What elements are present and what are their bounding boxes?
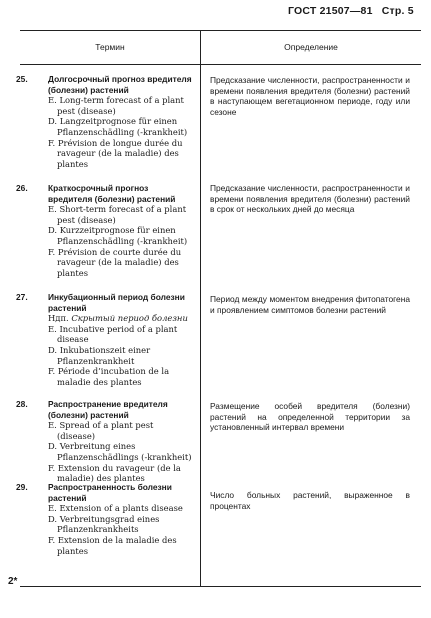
column-header-definition: Определение [284, 42, 338, 52]
term-number: 25. [16, 74, 28, 84]
table-header-border [20, 64, 421, 65]
term-french: F. Période d’incubation de la maladie des plantes [48, 366, 170, 387]
term-title [16, 183, 192, 204]
table-top-border [20, 30, 421, 31]
term-definition: Предсказание численности, распространенности и времени появления вредителя (болезни) растений в наступающем вегетационном периоде, году или сезоне [210, 75, 410, 117]
term-english: E. Spread of a plant pest (disease) [48, 420, 154, 441]
term-definition: Период между моментом внедрения фитопатогена и проявлением симптомов болезни растений [210, 294, 410, 315]
term-entry [16, 183, 192, 278]
term-russian: Распространение вредителя (болезни) растений [48, 399, 168, 420]
term-number: 29. [16, 482, 28, 492]
page-header [288, 5, 414, 17]
page-footer-mark: 2* [8, 576, 18, 587]
term-number: 28. [16, 399, 28, 409]
term-french: F. Extension du ravageur (de la maladie) des plantes [48, 462, 181, 484]
page-number: Стр. 5 [381, 5, 414, 17]
term-french: F. Prévision de longue durée du ravageur (de la maladie) des plantes [48, 137, 183, 169]
term-english: E. Extension of a plants disease [48, 503, 183, 514]
term-title [16, 399, 192, 420]
term-number: 27. [16, 292, 28, 302]
term-number: 26. [16, 183, 28, 193]
term-french: F. Extension de la maladie des plantes [48, 534, 177, 556]
deprecated-term: Скрытый период болезни [71, 313, 188, 324]
term-title [16, 482, 192, 503]
term-entry [16, 482, 192, 556]
term-title [16, 292, 192, 313]
column-header-term: Термин [95, 42, 125, 52]
deprecated-label: Ндп. [48, 313, 69, 324]
term-german: D. Langzeitprognose für einen Pflanzenschädling (-krankheit) [48, 116, 188, 137]
term-definition: Число больных растений, выраженное в процентах [210, 490, 410, 511]
standard-number: ГОСТ 21507—81 [288, 5, 373, 17]
term-russian: Распространенность болезни растений [48, 482, 172, 503]
term-german: D. Verbreitungsgrad eines Pflanzenkrankheits [48, 513, 160, 535]
term-title [16, 74, 192, 95]
term-german: D. Inkubationszeit einer Pflanzenkrankheit [48, 344, 151, 366]
term-german: D. Verbreitung eines Pflanzenschädlings (-krankheit) [48, 441, 192, 462]
column-divider [200, 30, 201, 586]
term-entry [16, 292, 192, 387]
table-bottom-border [20, 586, 421, 587]
term-entry [16, 74, 192, 169]
term-entry [16, 399, 192, 484]
term-definition: Размещение особей вредителя (болезни) растений на определенной территории за установленный интервал времени [210, 401, 410, 433]
terms-table [16, 30, 421, 586]
term-russian: Инкубационный период болезни растений [48, 292, 185, 313]
term-german: D. Kurzzeitprognose für einen Pflanzenschädling (-krankheit) [48, 225, 188, 246]
term-deprecated [32, 313, 192, 324]
term-english: E. Long-term forecast of a plant pest (disease) [48, 95, 184, 116]
term-definition: Предсказание численности, распространенности и времени появления вредителя (болезни) растений в срок от нескольких дней до месяца [210, 183, 410, 215]
term-english: E. Incubative period of a plant disease [48, 323, 178, 345]
term-russian: Долгосрочный прогноз вредителя (болезни) растений [48, 74, 192, 95]
term-russian: Краткосрочный прогноз вредителя (болезни) растений [48, 183, 176, 204]
term-english: E. Short-term forecast of a plant pest (disease) [48, 204, 187, 225]
term-french: F. Prévision de courte durée du ravageur (de la maladie) des plantes [48, 246, 182, 278]
